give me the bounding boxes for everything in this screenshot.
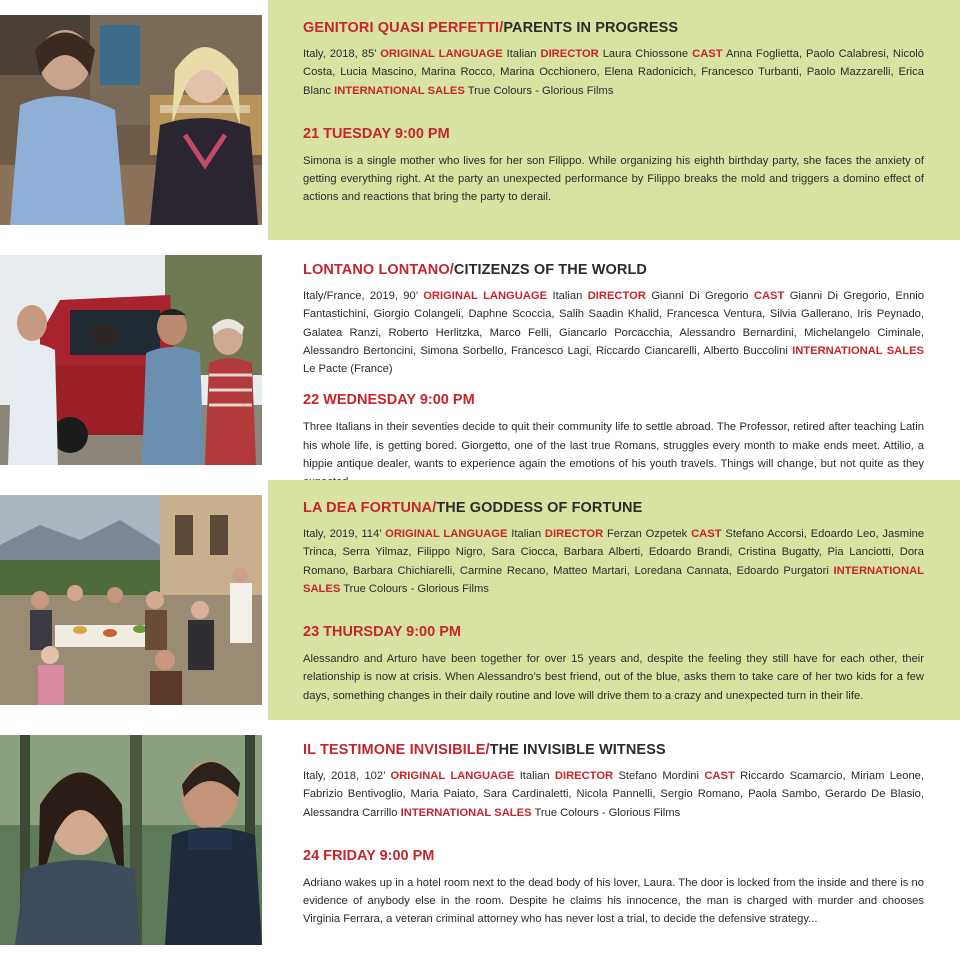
cast-label: CAST: [753, 290, 785, 302]
cast-label: CAST: [692, 48, 723, 60]
director-label: DIRECTOR: [540, 48, 599, 60]
director-label: DIRECTOR: [587, 290, 646, 302]
original-language-label: ORIGINAL LANGUAGE: [380, 48, 503, 60]
film-title-italian: IL TESTIMONE INVISIBILE/: [303, 742, 490, 758]
film-title-english: PARENTS IN PROGRESS: [503, 20, 679, 36]
cast-value: Stefano Accorsi, Edoardo Leo, Jasmine Trinca, Serra Yilmaz, Filippo Nigro, Sara Ciocca, Barbara Alberti, Edoardo Brandi, Cristina Bugatty, Pia Lanciotti, Dora Romano, Barbara Chichiarelli, Carmine Recano, Matteo Martari, Loredana Cannata, Edoardo Purgatori: [303, 528, 925, 577]
screening-datetime: 22 WEDNESDAY 9:00 PM: [303, 392, 475, 409]
film-synopsis: Alessandro and Arturo have been together for over 15 years and, despite the feeling they still have for each other, their relationship is now at crisis. When Alessandro’s best friend, out of the blue, asks them to take care of her two kids for a few days, something changes in their daily routine and love will drive them to a crazy and unexpected turn in their life.: [303, 653, 924, 702]
screening-datetime: 23 THURSDAY 9:00 PM: [303, 624, 461, 641]
film-still-photo: [0, 495, 262, 705]
film-title-italian: LA DEA FORTUNA/: [303, 500, 437, 516]
film-still-photo: [0, 255, 262, 465]
film-title-english: THE INVISIBLE WITNESS: [489, 742, 666, 758]
film-title: [303, 500, 924, 516]
film-title-english: CITIZENZS OF THE WORLD: [453, 262, 647, 278]
international-sales-label: INTERNATIONAL SALES: [334, 84, 465, 97]
international-sales-value: True Colours - Glorious Films: [343, 582, 489, 595]
director-value: Laura Chiossone: [602, 48, 689, 60]
film-still-photo: [0, 15, 262, 225]
director-value: Gianni Di Gregorio: [651, 290, 749, 302]
international-sales-value: Le Pacte (France): [303, 363, 393, 376]
film-still-photo: [0, 735, 262, 945]
film-country-year-runtime: Italy/France, 2019, 90’: [303, 290, 418, 302]
film-title: [303, 742, 924, 758]
international-sales-label-cont: SALES: [494, 806, 532, 819]
film-info: [303, 262, 924, 492]
original-language-label: ORIGINAL LANGUAGE: [423, 290, 548, 302]
director-label: DIRECTOR: [554, 770, 614, 782]
film-title: [303, 20, 924, 36]
international-sales-label: INTERNATIONAL SALES: [792, 344, 924, 357]
original-language-value: Italian: [506, 48, 537, 60]
cast-label: CAST: [704, 770, 735, 782]
director-value: Stefano Mordini: [618, 770, 700, 782]
film-synopsis: Simona is a single mother who lives for her son Filippo. While organizing his eighth birthday party, she faces the anxiety of getting everything right. At the party an unexpected performance by Filippo breaks the mold and triggers a domino effect of actions and reactions that bring the party to derail.: [303, 154, 924, 204]
cast-value: Riccardo Scamarcio, Miriam Leone, Fabrizio Bentivoglio, Maria Paiato, Sara Cardinaletti, Nicola Pannelli, Sergio Romano, Paola Sambo, Gerardo De Blasio, Alessandra Carrillo: [303, 770, 924, 819]
screening-datetime: 21 TUESDAY 9:00 PM: [303, 125, 450, 142]
film-country-year-runtime: Italy, 2018, 85’: [303, 48, 377, 60]
film-entry-parents-in-progress: [0, 0, 960, 240]
film-entry-citizens-of-the-world: [0, 255, 960, 480]
film-title: [303, 262, 924, 278]
cast-value: Gianni Di Gregorio, Ennio Fantastichini, Giorgio Colangeli, Daphne Scoccia, Salih Saadin Khalid, Francesca Ventura, Silvia Gallerano, Iris Peynado, Galatea Ranzi, Roberto Herlitzka, Marco Felli, Giancarlo Porcacchia, Alessandro Bernardini, Michelangelo Ciminale, Alessandro Bertoncini, Simona Sorbello, Francesco Lagi, Riccardo Ciancarelli, Alberto Buccolini: [303, 290, 924, 357]
original-language-value: Italian: [511, 528, 542, 540]
film-info: [303, 20, 924, 207]
director-label: DIRECTOR: [544, 528, 604, 540]
international-sales-value: True Colours - Glorious Films: [534, 806, 681, 819]
film-credits: [303, 45, 924, 100]
screening-datetime: 24 FRIDAY 9:00 PM: [303, 847, 435, 864]
director-value: Ferzan Ozpetek: [606, 528, 688, 540]
film-synopsis: Adriano wakes up in a hotel room next to the dead body of his lover, Laura. The door is locked from the inside and there is no evidence of anybody else in the room. Despite he claims his innocence, the man is charged with murder and chooses Virginia Ferrara, a veteran criminal attorney who has never lost a trial, to decide the defensive strategy...: [303, 876, 924, 926]
film-entry-invisible-witness: [0, 735, 960, 960]
film-info: [303, 500, 924, 705]
international-sales-value: True Colours - Glorious Films: [467, 84, 614, 97]
film-credits: [303, 287, 924, 378]
film-title-english: THE GODDESS OF FORTUNE: [436, 500, 643, 516]
film-entry-goddess-of-fortune: [0, 480, 960, 720]
film-info: [303, 742, 924, 929]
film-synopsis: Three Italians in their seventies decide to quit their community life to settle abroad. The Professor, retired after teaching Latin his whole life, is getting bored. Giorgetto, one of the last true Romans, struggles every month to make ends meet. Attilio, a hippie antique dealer, wants to experience again the emotions of his youth travels. Things will change, but not quite as they: [303, 421, 924, 471]
film-title-italian: GENITORI QUASI PERFETTI/: [303, 20, 504, 36]
film-credits: [303, 767, 924, 822]
original-language-label: ORIGINAL LANGUAGE: [385, 528, 508, 540]
film-title-italian: LONTANO LONTANO/: [303, 262, 454, 278]
film-country-year-runtime: Italy, 2019, 114’: [303, 528, 382, 540]
cast-label: CAST: [691, 528, 722, 540]
original-language-label: ORIGINAL LANGUAGE: [390, 770, 515, 782]
original-language-value: Italian: [552, 290, 583, 302]
international-sales-label: INTERNATIONAL SALES: [303, 564, 924, 595]
film-credits: [303, 525, 924, 598]
original-language-value: Italian: [519, 770, 550, 782]
cast-value: Anna Foglietta, Paolo Calabresi, Nicolò Costa, Lucia Mascino, Marina Rocco, Marina Occhionero, Elena Radonicich, Francesco Turbanti, Paolo Mazzarelli, Erica Blanc: [303, 48, 925, 97]
film-country-year-runtime: Italy, 2018, 102’: [303, 770, 386, 782]
international-sales-label: INTERNATIONAL: [400, 806, 492, 819]
